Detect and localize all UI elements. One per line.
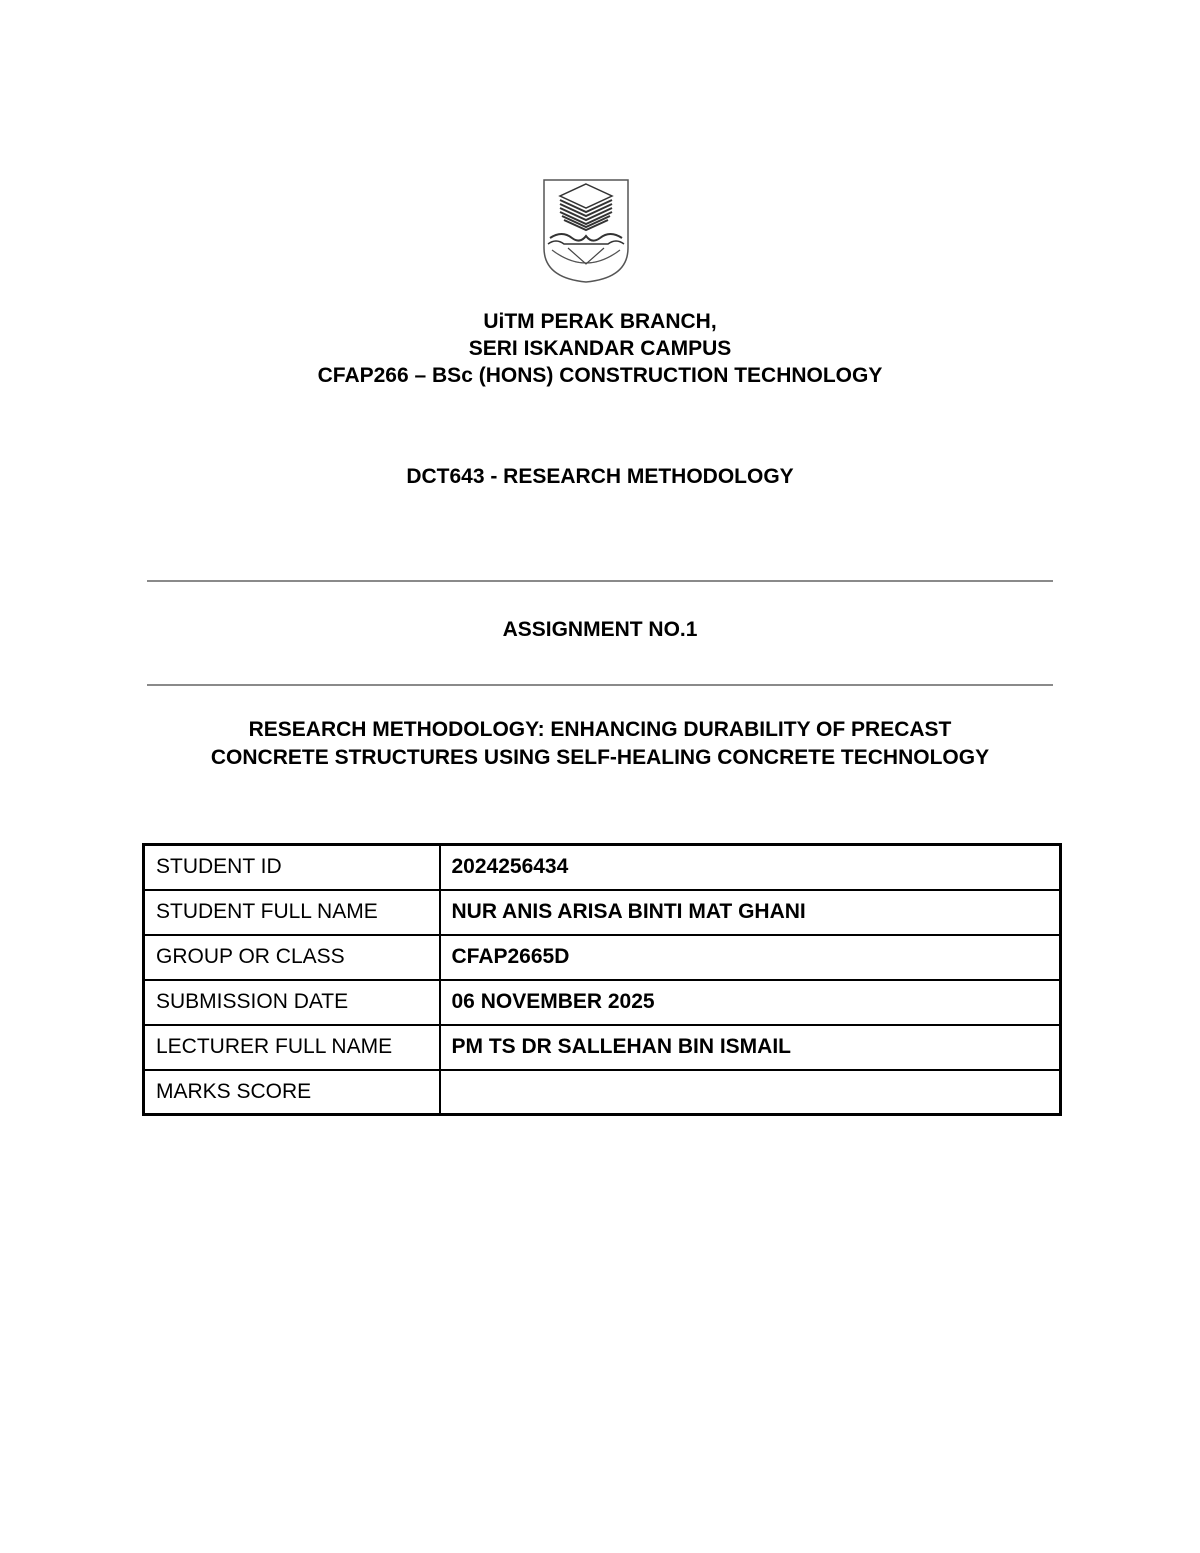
row-label: STUDENT FULL NAME <box>144 890 440 935</box>
research-title <box>0 716 1200 772</box>
course-title: DCT643 - RESEARCH METHODOLOGY <box>406 465 794 488</box>
uitm-crest-icon <box>542 178 630 284</box>
table-row <box>144 935 1061 980</box>
divider-top <box>147 580 1053 582</box>
row-label: LECTURER FULL NAME <box>144 1025 440 1070</box>
research-title-line-1: RESEARCH METHODOLOGY: ENHANCING DURABILITY OF PRECAST <box>248 718 952 741</box>
table-row <box>144 890 1061 935</box>
university-logo <box>542 178 630 284</box>
row-label: MARKS SCORE <box>144 1070 440 1115</box>
table-row <box>144 1025 1061 1070</box>
institution-line-2: SERI ISKANDAR CAMPUS <box>468 337 732 360</box>
institution-header <box>0 308 1200 389</box>
assignment-number: ASSIGNMENT NO.1 <box>502 618 698 641</box>
row-value: CFAP2665D <box>440 935 1061 980</box>
row-label: GROUP OR CLASS <box>144 935 440 980</box>
row-value: 2024256434 <box>440 845 1061 890</box>
table-row <box>144 1070 1061 1115</box>
divider-bottom <box>147 684 1053 686</box>
table-row <box>144 980 1061 1025</box>
row-label: STUDENT ID <box>144 845 440 890</box>
table-row <box>144 845 1061 890</box>
row-value: 06 NOVEMBER 2025 <box>440 980 1061 1025</box>
row-label: SUBMISSION DATE <box>144 980 440 1025</box>
institution-line-1: UiTM PERAK BRANCH, <box>483 310 717 333</box>
marks-score-value <box>440 1070 1061 1115</box>
student-info-table <box>142 843 1062 1116</box>
row-value: NUR ANIS ARISA BINTI MAT GHANI <box>440 890 1061 935</box>
row-value: PM TS DR SALLEHAN BIN ISMAIL <box>440 1025 1061 1070</box>
research-title-line-2: CONCRETE STRUCTURES USING SELF-HEALING CONCRETE TECHNOLOGY <box>210 746 990 769</box>
institution-line-3: CFAP266 – BSc (HONS) CONSTRUCTION TECHNOLOGY <box>317 364 883 387</box>
